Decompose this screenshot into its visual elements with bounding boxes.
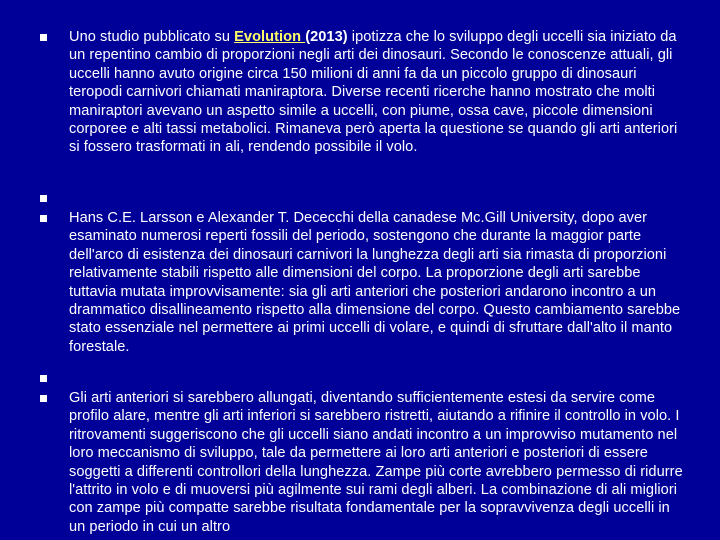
publication-year: (2013) (305, 29, 348, 45)
square-bullet-icon (40, 34, 47, 41)
square-bullet-icon (40, 215, 47, 222)
paragraph-2-text: Hans C.E. Larsson e Alexander T. Dececchi della canadese Mc.Gill University, dopo aver esaminato numerosi reperti fossili del periodo, sostengono che durante la maggior parte dell'arco di esistenza dei dinosauri carnivori la lunghezza degli arti sia rimasta di proporzioni relativamente stabili rispetto alle dimensioni del corpo. La proporzione degli arti sarebbe tuttavia mutata improvvisamente: sia gli arti anteriori che posteriori andarono incontro a un drammatico disallineamento rispetto alla dimensione del corpo. Questo cambiamento sarebbe stato essenziale nel permettere ai primi uccelli di volare, e quindi di sfruttare dall'alto il manto forestale. (69, 210, 681, 355)
square-bullet-icon (40, 375, 47, 382)
paragraph-1-text: ipotizza che lo sviluppo degli uccelli sia iniziato da un repentino cambio di proporzioni negli arti dei dinosauri. Secondo le conoscenze attuali, gli uccelli hanno avuto origine circa 150 milioni di anni fa da un piccolo gruppo di dinosauri teropodi carnivori chiamati maniraptora. Diverse recenti ricerche hanno mostrato che molti maniraptori avevano un aspetto simile a uccelli, con piume, ossa cave, piccole dimensioni corporee e alti tassi metabolici. Rimaneva però aperta la questione se quando gli arti anteriori si fossero trasformati in ali, rendendo possibile il volo. (69, 29, 678, 156)
paragraph-1-prefix: Uno studio pubblicato su (69, 29, 235, 45)
square-bullet-icon (40, 395, 47, 402)
paragraph-3-text: Gli arti anteriori si sarebbero allungati, diventando sufficientemente estesi da servire come profilo alare, mentre gli arti inferiori si sarebbero ristretti, aiutando a rifinire il controllo in volo. I ritrovamenti suggeriscono che gli uccelli siano andati incontro a un improvviso mutamento nel loro meccanismo di sviluppo, tale da permettere ai loro arti anteriori e posteriori di essere soggetti a differenti controllori della lunghezza. Zampe più corte avrebbero permesso di ridurre l'attrito in volo e di muoversi più agilmente sui rami degli alberi. La combinazione di ali migliori con zampe più compatte sarebbe risultata fondamentale per la sopravvivenza degli uccelli in un periodo in cui un altro (69, 390, 683, 535)
square-bullet-icon (40, 195, 47, 202)
paragraph-3 (69, 389, 684, 536)
paragraph-1 (69, 28, 684, 157)
journal-link[interactable]: Evolution (234, 29, 306, 45)
paragraph-2 (69, 209, 684, 356)
